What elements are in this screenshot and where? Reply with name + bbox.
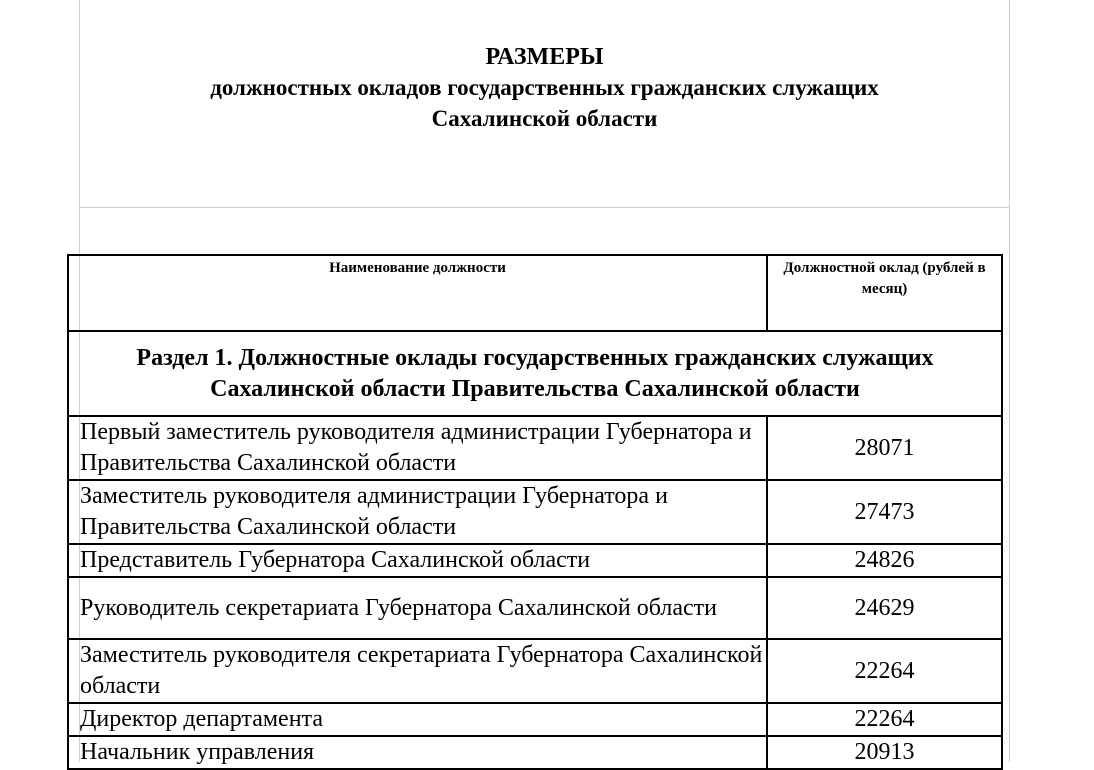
section-title: Раздел 1. Должностные оклады государственных гражданских служащих Сахалинской области Правительства Сахалинской области bbox=[68, 331, 1002, 416]
salary-cell: 20913 bbox=[767, 736, 1002, 769]
position-cell: Начальник управления bbox=[68, 736, 767, 769]
table-row bbox=[68, 736, 1002, 769]
table-row bbox=[68, 480, 1002, 544]
position-cell: Заместитель руководителя секретариата Губернатора Сахалинской области bbox=[68, 639, 767, 703]
table-row bbox=[68, 703, 1002, 736]
position-cell: Представитель Губернатора Сахалинской области bbox=[68, 544, 767, 577]
header-position-name: Наименование должности bbox=[68, 255, 767, 331]
position-cell: Руководитель секретариата Губернатора Сахалинской области bbox=[68, 577, 767, 639]
document-title-block bbox=[79, 42, 1010, 134]
table-header-row bbox=[68, 255, 1002, 331]
salary-cell: 27473 bbox=[767, 480, 1002, 544]
position-cell: Директор департамента bbox=[68, 703, 767, 736]
salary-cell: 28071 bbox=[767, 416, 1002, 480]
table-row bbox=[68, 639, 1002, 703]
position-cell: Заместитель руководителя администрации Губернатора и Правительства Сахалинской области bbox=[68, 480, 767, 544]
document-subtitle-line2: Сахалинской области bbox=[431, 106, 658, 131]
salary-cell: 22264 bbox=[767, 703, 1002, 736]
table-row bbox=[68, 544, 1002, 577]
salary-cell: 24826 bbox=[767, 544, 1002, 577]
table-row bbox=[68, 416, 1002, 480]
table-row bbox=[68, 577, 1002, 639]
salary-cell: 24629 bbox=[767, 577, 1002, 639]
document-subtitle-line1: должностных окладов государственных гражданских служащих bbox=[210, 75, 879, 100]
header-salary: Должностной оклад (рублей в месяц) bbox=[767, 255, 1002, 331]
position-cell: Первый заместитель руководителя администрации Губернатора и Правительства Сахалинской области bbox=[68, 416, 767, 480]
header-margin-line bbox=[79, 207, 1010, 208]
salary-cell: 22264 bbox=[767, 639, 1002, 703]
section-row bbox=[68, 331, 1002, 416]
salary-table bbox=[67, 254, 1003, 770]
document-title: РАЗМЕРЫ bbox=[485, 44, 604, 70]
